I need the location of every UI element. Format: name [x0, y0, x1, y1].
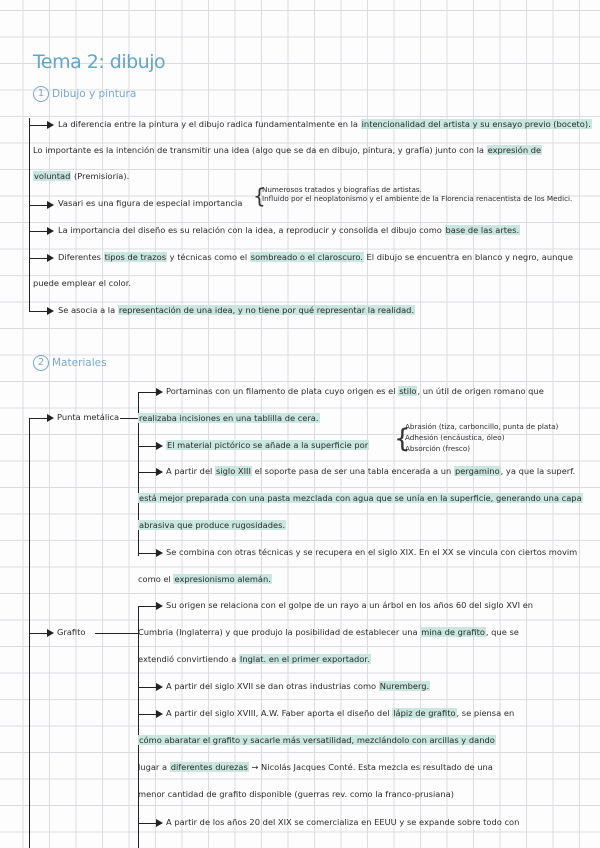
branch-line [138, 472, 158, 473]
branch-line [29, 418, 49, 419]
note-subtext: Numerosos tratados y biografías de artistas. [262, 185, 422, 194]
branch-line [138, 392, 158, 393]
arrow-right-icon [156, 549, 163, 557]
note-text: realizaba incisiones en una tablilla de cera. [139, 413, 319, 423]
note-text: Portaminas con un filamento de plata cuyo origen es el stilo, un útil de origen romano que [166, 386, 544, 396]
section-1-connector [29, 118, 30, 312]
note-text: Se combina con otras técnicas y se recupera en el siglo XIX. En el XX se vincula con ciertos movim [166, 547, 578, 557]
grafito-label: Grafito [57, 627, 86, 637]
note-text: Cumbria (Inglaterra) y que produjo la posibilidad de establecer una mina de grafito, que se [138, 627, 519, 637]
punta-metalica-label: Punta metálica [57, 412, 120, 422]
note-text: menor cantidad de grafito disponible (guerras rev. como la franco-prusiana) [138, 789, 454, 799]
note-subtext: Abrasión (tiza, carboncillo, punta de plata) [405, 422, 559, 431]
branch-line [29, 125, 49, 126]
section-1-heading [33, 86, 136, 102]
section-2-heading [33, 355, 107, 371]
brace-icon: { [394, 424, 411, 454]
branch-line [29, 231, 49, 232]
arrow-right-icon [47, 201, 54, 209]
section-number-icon: 1 [33, 86, 49, 102]
arrow-right-icon [156, 468, 163, 476]
arrow-right-icon [156, 710, 163, 718]
note-text: voluntad (Premisioria). [34, 171, 130, 181]
arrow-right-icon [156, 819, 163, 827]
note-text: Vasari es una figura de especial importancia [58, 198, 243, 208]
arrow-right-icon [156, 388, 163, 396]
note-text: extendió convirtiendo a Inglat. en el primer exportador. [138, 654, 370, 664]
arrow-right-icon [47, 254, 54, 262]
note-text: Diferentes tipos de trazos y técnicas como el sombreado o el claroscuro. El dibujo se encuentra en blanco y negro, aunque [58, 252, 574, 262]
brace-icon: { [253, 184, 266, 208]
branch-line [138, 606, 158, 607]
section-number-icon: 2 [33, 355, 49, 371]
branch-line [29, 258, 49, 259]
arrow-right-icon [47, 121, 54, 129]
note-text: lugar a diferentes durezas → Nicolás Jacques Conté. Esta mezcla es resultado de una [138, 762, 493, 772]
arrow-right-icon [47, 414, 54, 422]
note-text: cómo abaratar el grafito y sacarle más versatilidad, mezclándolo con arcillas y dando [139, 735, 495, 745]
grafito-connector [138, 606, 139, 848]
note-text: La importancia del diseño es su relación con la idea, a reproducir y consolida el dibujo como base de las artes. [58, 225, 520, 235]
branch-line [120, 418, 138, 419]
note-text: como el expresionismo alemán. [138, 574, 271, 584]
branch-line [95, 633, 138, 634]
note-text: El material pictórico se añade a la superficie por [167, 440, 369, 450]
branch-line [138, 446, 158, 447]
note-text: puede emplear el color. [33, 278, 131, 288]
note-subtext: Absorción (fresco) [405, 444, 471, 453]
note-text: A partir del siglo XVIII, A.W. Faber aporta el diseño del lápiz de grafito, se piensa en [166, 708, 515, 718]
note-text: abrasiva que produce rugosidades. [139, 520, 286, 530]
note-text: Se asocia a la representación de una idea, y no tiene por qué representar la realidad. [58, 305, 415, 315]
note-subtext: Adhesión (encáustica, óleo) [405, 433, 505, 442]
arrow-right-icon [47, 629, 54, 637]
note-subtext: Influido por el neoplatonismo y el ambiente de la Florencia renacentista de los Medici. [262, 194, 573, 203]
branch-line [29, 311, 49, 312]
note-text: A partir del siglo XVII se dan otras industrias como Nuremberg. [166, 681, 430, 691]
note-text: A partir de los años 20 del XIX se comercializa en EEUU y se expande sobre todo con [166, 817, 520, 827]
arrow-right-icon [156, 683, 163, 691]
branch-line [138, 823, 158, 824]
note-text: está mejor preparada con una pasta mezclada con agua que se unía en la superficie, generando una capa [139, 493, 582, 503]
note-text: A partir del siglo XIII el soporte pasa de ser una tabla encerada a un pergamino, ya que la superf. [166, 466, 576, 476]
arrow-right-icon [156, 602, 163, 610]
note-text: Su origen se relaciona con el golpe de un rayo a un árbol en los años 60 del siglo XVI en [166, 600, 534, 610]
arrow-right-icon [156, 442, 163, 450]
arrow-right-icon [47, 227, 54, 235]
branch-line [138, 553, 158, 554]
branch-line [29, 205, 49, 206]
note-text: Lo importante es la intención de transmitir una idea (algo que se da en dibujo, pintura, y grafía) junto con la expresión de [33, 145, 542, 155]
page-title: Tema 2: dibujo [33, 51, 166, 73]
branch-line [29, 633, 49, 634]
section-title: Materiales [52, 357, 107, 369]
arrow-right-icon [47, 307, 54, 315]
section-title: Dibujo y pintura [52, 88, 137, 100]
branch-line [138, 687, 158, 688]
note-text: La diferencia entre la pintura y el dibujo radica fundamentalmente en la intencionalidad del artista y su ensayo previo (boceto). [58, 119, 591, 129]
branch-line [138, 714, 158, 715]
